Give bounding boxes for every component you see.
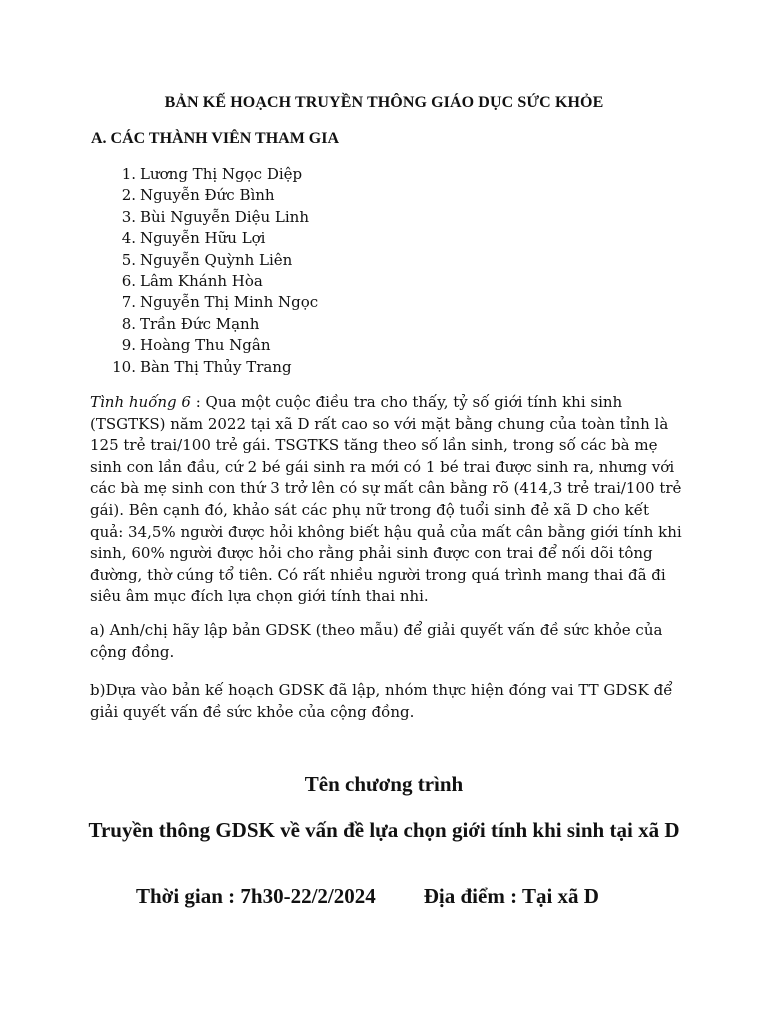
member-name: Nguyễn Đức Bình <box>140 186 275 205</box>
time-location-row <box>136 884 599 909</box>
document-title: BẢN KẾ HOẠCH TRUYỀN THÔNG GIÁO DỤC SỨC KHỎE <box>164 94 604 111</box>
member-number: 4. <box>121 229 136 248</box>
time-text: Thời gian : 7h30-22/2/2024 <box>136 884 376 908</box>
member-item <box>108 271 318 292</box>
member-name: Nguyễn Hữu Lợi <box>140 229 266 248</box>
member-number: 5. <box>121 250 136 269</box>
section-a-heading: A. CÁC THÀNH VIÊN THAM GIA <box>91 130 340 147</box>
member-item <box>108 292 318 313</box>
member-item <box>108 335 318 356</box>
program-label: Tên chương trình <box>304 772 464 796</box>
member-name: Nguyễn Thị Minh Ngọc <box>140 293 319 312</box>
member-name: Lương Thị Ngọc Diệp <box>140 165 303 183</box>
member-number: 6. <box>121 272 136 291</box>
member-item <box>108 228 318 249</box>
member-number: 9. <box>121 336 136 355</box>
member-item <box>108 314 318 335</box>
location-text: Địa điểm : Tại xã D <box>423 884 599 908</box>
member-item <box>108 185 318 206</box>
program-name: Truyền thông GDSK về vấn đề lựa chọn giới tính khi sinh tại xã D <box>88 818 680 842</box>
member-item <box>108 164 318 185</box>
member-name: Lâm Khánh Hòa <box>140 272 263 291</box>
member-name: Nguyễn Quỳnh Liên <box>140 250 293 269</box>
member-number: 2. <box>121 186 136 205</box>
question-b: b)Dựa vào bản kế hoạch GDSK đã lập, nhóm thực hiện đóng vai TT GDSK để giải quyết vấn đề sức khỏe của cộng đồng. <box>90 681 673 721</box>
member-name: Hoàng Thu Ngân <box>140 336 271 355</box>
member-number: 10. <box>112 357 136 376</box>
member-number: 8. <box>121 314 136 333</box>
case-label: Tình huống 6 <box>90 393 191 411</box>
member-number: 7. <box>121 293 136 312</box>
member-list <box>108 164 318 378</box>
case-text: : Qua một cuộc điều tra cho thấy, tỷ số giới tính khi sinh (TSGTKS) năm 2022 tại xã D rất cao so với mặt bằng chung của toàn tỉnh là 125 trẻ trai/100 trẻ gái. TSGTKS tăng theo số lần sinh, trong số các bà mẹ sinh con lần đầu, cứ 2 bé gái sinh ra mới có 1 bé trai được sinh ra, nhưng với các bà mẹ sinh con thứ 3 trở lên có sự mất cân bằng rõ (414,3 trẻ trai/100 trẻ gái). Bên cạnh đó, khảo sát các phụ nữ trong độ tuổi sinh đẻ xã D cho kết quả: 34,5% người được hỏi không biết hậu quả của mất cân bằng giới tính khi sinh, 60% người được hỏi cho rằng phải sinh được con trai để nối dõi tông đường, thờ cúng tổ tiên. Có rất nhiều người trong quá trình mang thai đã đi siêu âm mục đích lựa chọn giới tính thai nhi. <box>90 393 682 606</box>
member-item <box>108 207 318 228</box>
case-paragraph <box>90 392 686 608</box>
member-item <box>108 357 318 378</box>
member-name: Trần Đức Mạnh <box>140 314 260 333</box>
member-number: 3. <box>121 207 136 226</box>
member-name: Bùi Nguyễn Diệu Linh <box>140 207 309 226</box>
member-item <box>108 250 318 271</box>
question-a: a) Anh/chị hãy lập bản GDSK (theo mẫu) để giải quyết vấn đề sức khỏe của cộng đồng. <box>90 621 663 661</box>
member-name: Bàn Thị Thủy Trang <box>140 357 292 376</box>
member-number: 1. <box>121 165 136 183</box>
